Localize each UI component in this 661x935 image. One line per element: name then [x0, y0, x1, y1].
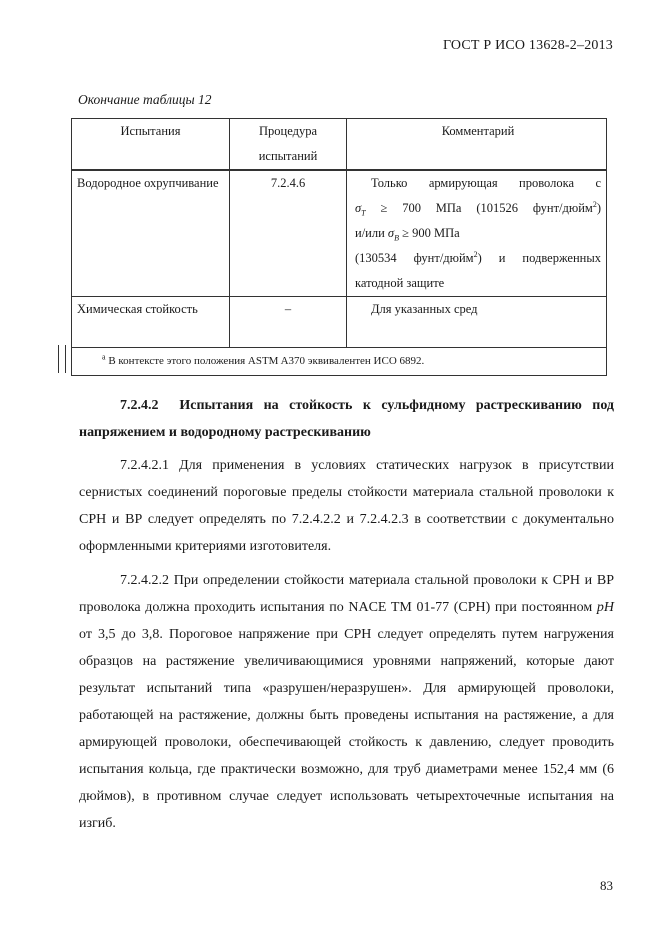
table-header-row [72, 119, 607, 171]
footnote-mark: a [102, 352, 106, 362]
indent [79, 458, 120, 473]
sigma-symbol: σ [387, 226, 395, 240]
comment-text: (130534 фунт/дюйм [355, 251, 474, 265]
comment-line-2 [355, 196, 601, 221]
comment-line-5: катодной защите [355, 276, 445, 290]
comment-line-4 [355, 246, 601, 271]
ph-symbol: pH [596, 600, 614, 615]
paragraph-text: 7.2.4.2.1 Для применения в условиях статических нагрузок в присутствии сернистых соединений пороговые пределы стойкости материала стальной проволоки к СРН и ВР следует определять по 7.2.4.2.2 и 7.2.4.2.3 в соответствии с документально оформленными критериями изготовителя. [79, 458, 614, 554]
document-header: ГОСТ Р ИСО 13628-2–2013 [442, 38, 613, 53]
table-footnote [72, 348, 607, 376]
indent [79, 573, 120, 588]
paragraph-text: от 3,5 до 3,8. Пороговое напряжение при СРН следует определять путем нагружения образцов на растяжение увеличивающимися уровнями напряжений, которые дают результат испытаний типа «разрушен/неразрушен». Для армирующей проволоки, работающей на растяжение, должны быть проведены испытания на растяжение, а для армирующей проволоки, обеспечивающей стойкость к давлению, следует проводить испытания кольца, где практически возможно, для труб диаметрами менее 152,4 мм (6 дюймов), в противном случае следует использовать четырехточечные испытания на изгиб. [79, 627, 614, 831]
paragraph-7-2-4-2-2 [79, 567, 614, 837]
comment-text: и/или [355, 226, 388, 240]
table-row [72, 170, 607, 297]
header-comment: Комментарий [347, 119, 607, 171]
footnote-text: В контексте этого положения ASTM A370 эквивалентен ИСО 6892. [105, 355, 425, 367]
subscript-b: B [394, 233, 399, 243]
heading-number: 7.2.4.2 [120, 398, 159, 413]
cell-procedure: 7.2.4.6 [230, 170, 347, 297]
heading-paragraph [79, 392, 614, 446]
header-procedure: Процедура испытаний [230, 119, 347, 171]
comment-line-1: Только армирующая проволока с [371, 176, 601, 190]
section-heading [79, 392, 614, 446]
cell-procedure: – [230, 297, 347, 348]
subscript-t: T [361, 208, 366, 218]
sigma-symbol: σ [355, 201, 362, 215]
table-caption: Окончание таблицы 12 [78, 92, 212, 107]
cell-comment [347, 170, 607, 297]
comment-text: ) [596, 201, 601, 215]
superscript: 2 [592, 199, 597, 209]
table-12 [71, 118, 607, 376]
paragraph-text: 7.2.4.2.2 При определении стойкости материала стальной проволоки к СРН и ВР проволока должна проходить испытания по NACE TM 01-77 (СРН) при постоянном [79, 573, 614, 615]
page-number: 83 [600, 878, 613, 893]
paragraph-7-2-4-2-1 [79, 452, 614, 560]
header-tests: Испытания [72, 119, 230, 171]
comment-text: ) и подверженных [477, 251, 601, 265]
comment-line-3 [355, 221, 601, 246]
table-footnote-row [72, 348, 607, 376]
comment-text: ≥ 900 МПа [398, 226, 460, 240]
cell-comment: Для указанных сред [347, 297, 607, 348]
cell-test-name: Химическая стойкость [72, 297, 230, 348]
table-row [72, 297, 607, 348]
paragraph [79, 452, 614, 560]
superscript: 2 [473, 249, 478, 259]
comment-text: ≥ 700 МПа (101526 фунт/дюйм [365, 201, 593, 215]
cell-test-name: Водородное охрупчивание [72, 170, 230, 297]
paragraph [79, 567, 614, 837]
heading-text: Испытания на стойкость к сульфидному растрескиванию под напряжением и водородному растрескиванию [79, 398, 614, 440]
change-bar-marks [58, 345, 66, 373]
